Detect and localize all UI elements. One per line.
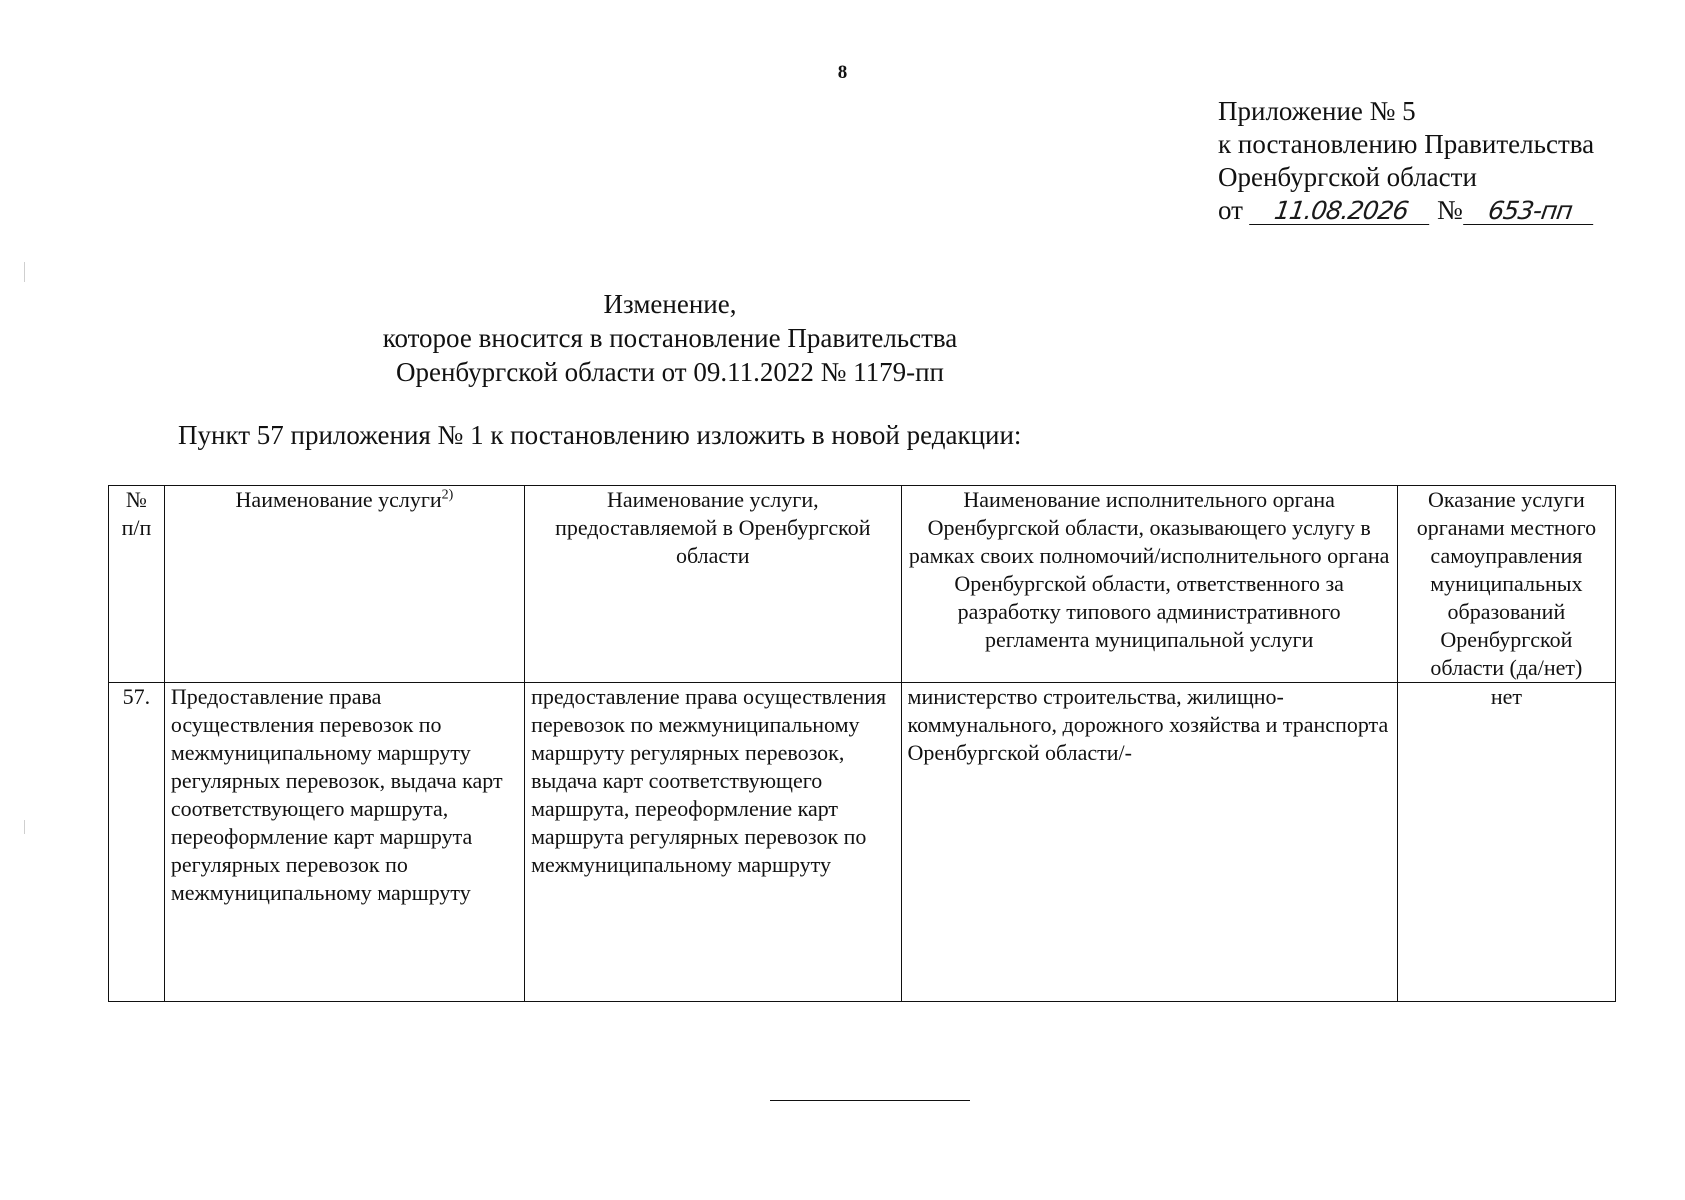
- document-title: [0, 287, 1340, 389]
- title-line-3: Оренбургской области от 09.11.2022 № 1179-пп: [396, 357, 944, 387]
- appendix-reference: к постановлению Правительства: [1218, 129, 1595, 159]
- table-header-row: [109, 486, 1616, 683]
- header-number-symbol: №: [125, 487, 147, 512]
- handwritten-date: 11.08.2026: [1249, 198, 1433, 225]
- appendix-title: Приложение № 5: [1218, 96, 1416, 126]
- header-number-abbrev: п/п: [121, 515, 152, 540]
- from-label: от: [1218, 195, 1243, 225]
- scan-margin-mark: [24, 820, 25, 834]
- header-number: [109, 486, 165, 683]
- header-regional-service: Наименование услуги, предоставляемой в Оренбургской области: [525, 486, 901, 683]
- title-line-1: Изменение,: [603, 289, 737, 319]
- footer-divider: [770, 1100, 970, 1101]
- instruction-paragraph: Пункт 57 приложения № 1 к постановлению изложить в новой редакции:: [178, 420, 1022, 450]
- row-number: 57.: [109, 683, 165, 1002]
- appendix-date-number-line: [1218, 194, 1595, 227]
- appendix-region: Оренбургской области: [1218, 162, 1477, 192]
- services-table: [108, 485, 1616, 1002]
- number-label: №: [1436, 195, 1463, 225]
- header-local-government: Оказание услуги органами местного самоуправления муниципальных образований Оренбургской области (да/нет): [1397, 486, 1615, 683]
- row-local-government: нет: [1397, 683, 1615, 1002]
- handwritten-number: 653-пп: [1463, 198, 1597, 225]
- row-service-name: Предоставление права осуществления перевозок по межмуниципальному маршруту регулярных перевозок, выдача карт соответствующего маршрута, переоформление карт маршрута регулярных перевозок по межмуниципальному маршруту: [164, 683, 524, 1002]
- page-number: 8: [837, 62, 848, 83]
- row-regional-service: предоставление права осуществления перевозок по межмуниципальному маршруту регулярных перевозок, выдача карт соответствующего маршрута, переоформление карт маршрута регулярных перевозок по межмуниципальному маршруту: [525, 683, 901, 1002]
- table-row: [109, 683, 1616, 1002]
- appendix-block: [1218, 95, 1595, 227]
- header-service-name-text: Наименование услуги: [235, 487, 442, 512]
- title-line-2: которое вносится в постановление Правительства: [382, 323, 958, 353]
- row-executive-body: министерство строительства, жилищно-коммунального, дорожного хозяйства и транспорта Оренбургской области/-: [901, 683, 1397, 1002]
- header-executive-body: Наименование исполнительного органа Оренбургской области, оказывающего услугу в рамках своих полномочий/исполнительного органа Оренбургской области, ответственного за разработку типового административного регламента муниципальной услуги: [901, 486, 1397, 683]
- scan-margin-mark: [24, 262, 25, 282]
- header-service-name: [164, 486, 524, 683]
- footnote-marker: 2): [441, 487, 454, 503]
